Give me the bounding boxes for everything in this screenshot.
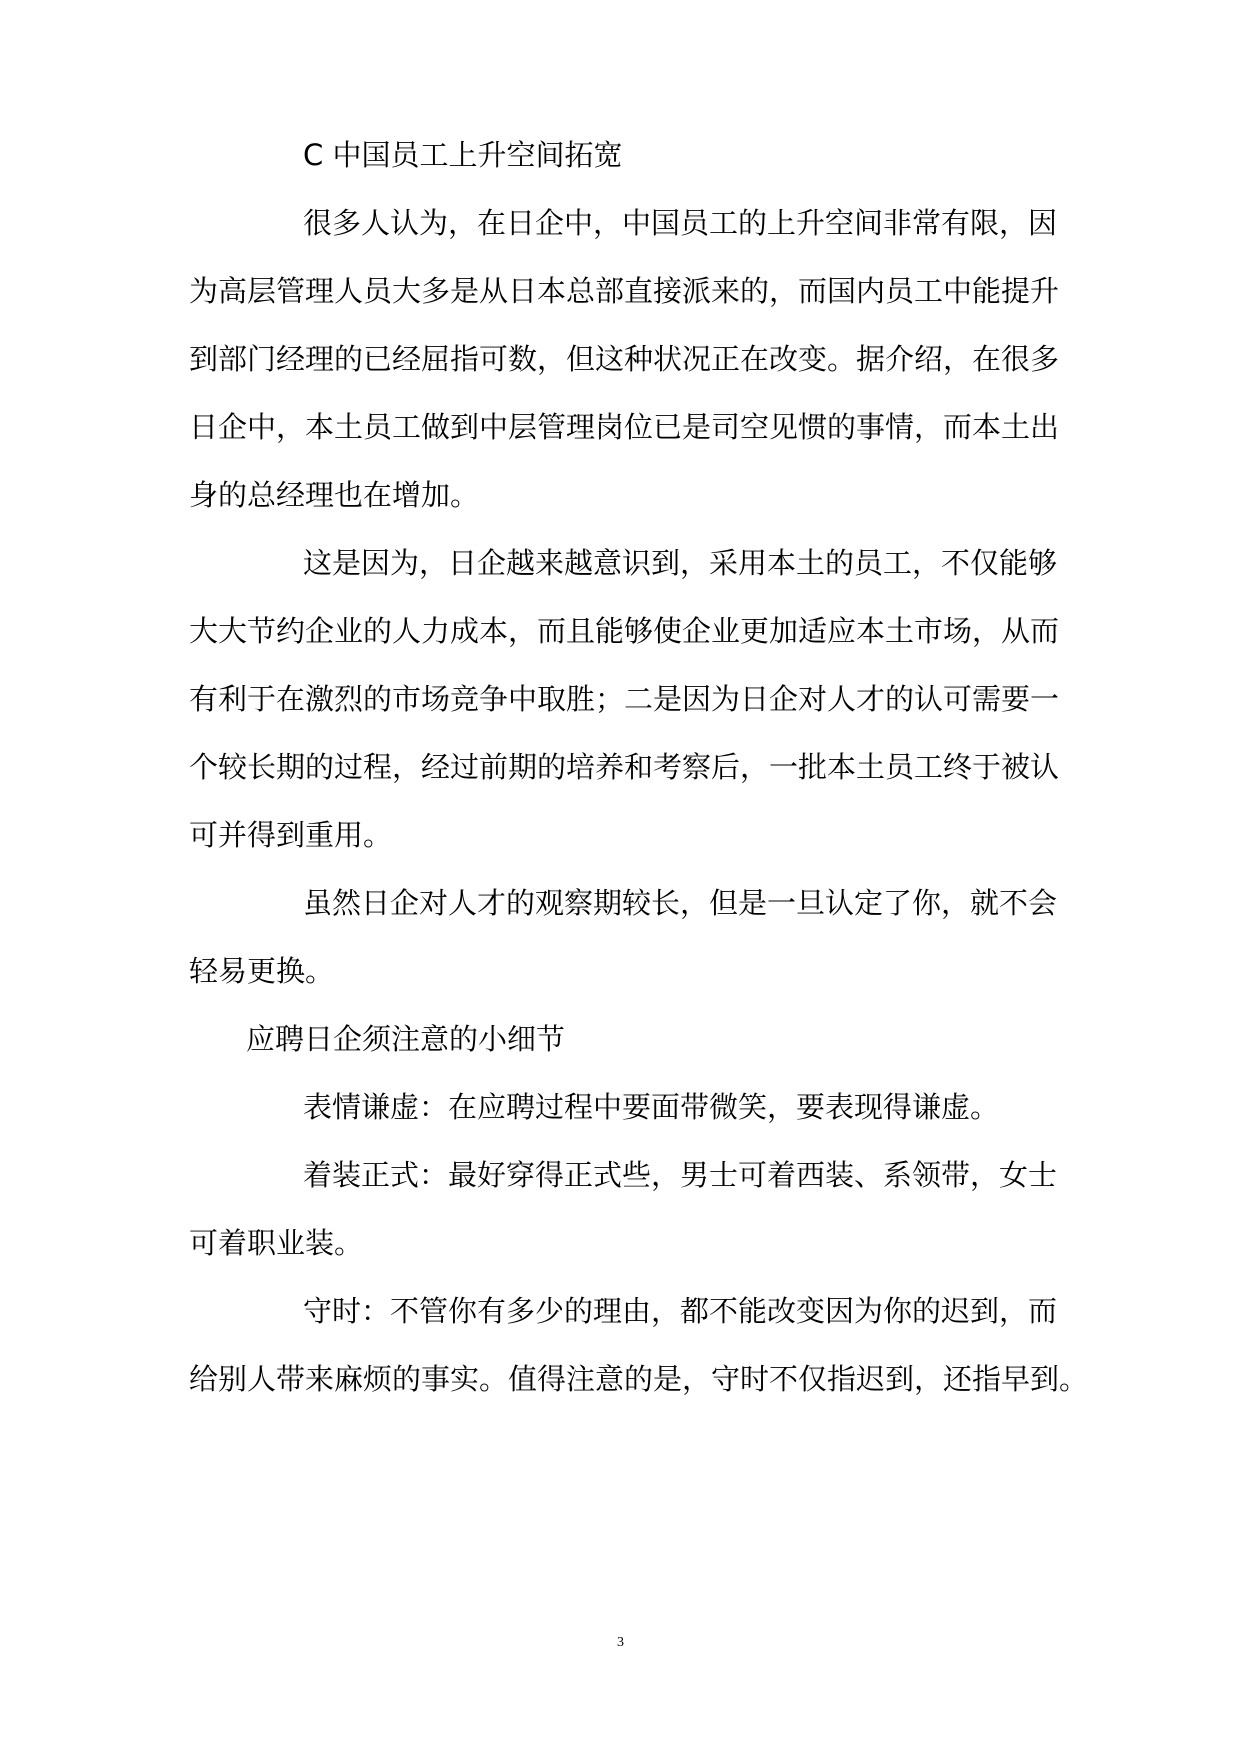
paragraph-line: 有利于在激烈的市场竞争中取胜；二是因为日企对人才的认可需要一 xyxy=(189,682,1060,716)
paragraph-line: 大大节约企业的人力成本，而且能够使企业更加适应本土市场，从而 xyxy=(189,614,1060,648)
tip-line: 可着职业装。 xyxy=(189,1226,364,1260)
paragraph-line: 轻易更换。 xyxy=(189,954,335,988)
paragraph-line: 个较长期的过程，经过前期的培养和考察后，一批本土员工终于被认 xyxy=(189,750,1060,784)
tip-line: 给别人带来麻烦的事实。值得注意的是，守时不仅指迟到，还指早到。 xyxy=(189,1362,1089,1396)
section-heading: C 中国员工上升空间拓宽 xyxy=(303,138,623,172)
paragraph-line: 为高层管理人员大多是从日本总部直接派来的，而国内员工中能提升 xyxy=(189,274,1060,308)
paragraph-line: 到部门经理的已经屈指可数，但这种状况正在改变。据介绍，在很多 xyxy=(189,342,1060,376)
tip-line: 守时：不管你有多少的理由，都不能改变因为你的迟到，而 xyxy=(303,1294,1058,1328)
subheading: 应聘日企须注意的小细节 xyxy=(246,1022,566,1056)
page-number: 3 xyxy=(617,1635,624,1650)
tip-line: 表情谦虚：在应聘过程中要面带微笑，要表现得谦虚。 xyxy=(303,1090,1000,1124)
paragraph-line: 可并得到重用。 xyxy=(189,818,393,852)
paragraph-line: 很多人认为，在日企中，中国员工的上升空间非常有限，因 xyxy=(303,206,1058,240)
tip-line: 着装正式：最好穿得正式些，男士可着西装、系领带，女士 xyxy=(303,1158,1058,1192)
paragraph-line: 这是因为，日企越来越意识到，采用本土的员工，不仅能够 xyxy=(303,546,1058,580)
paragraph-line: 身的总经理也在增加。 xyxy=(189,478,480,512)
paragraph-line: 虽然日企对人才的观察期较长，但是一旦认定了你，就不会 xyxy=(303,886,1058,920)
paragraph-line: 日企中，本土员工做到中层管理岗位已是司空见惯的事情，而本土出 xyxy=(189,410,1060,444)
